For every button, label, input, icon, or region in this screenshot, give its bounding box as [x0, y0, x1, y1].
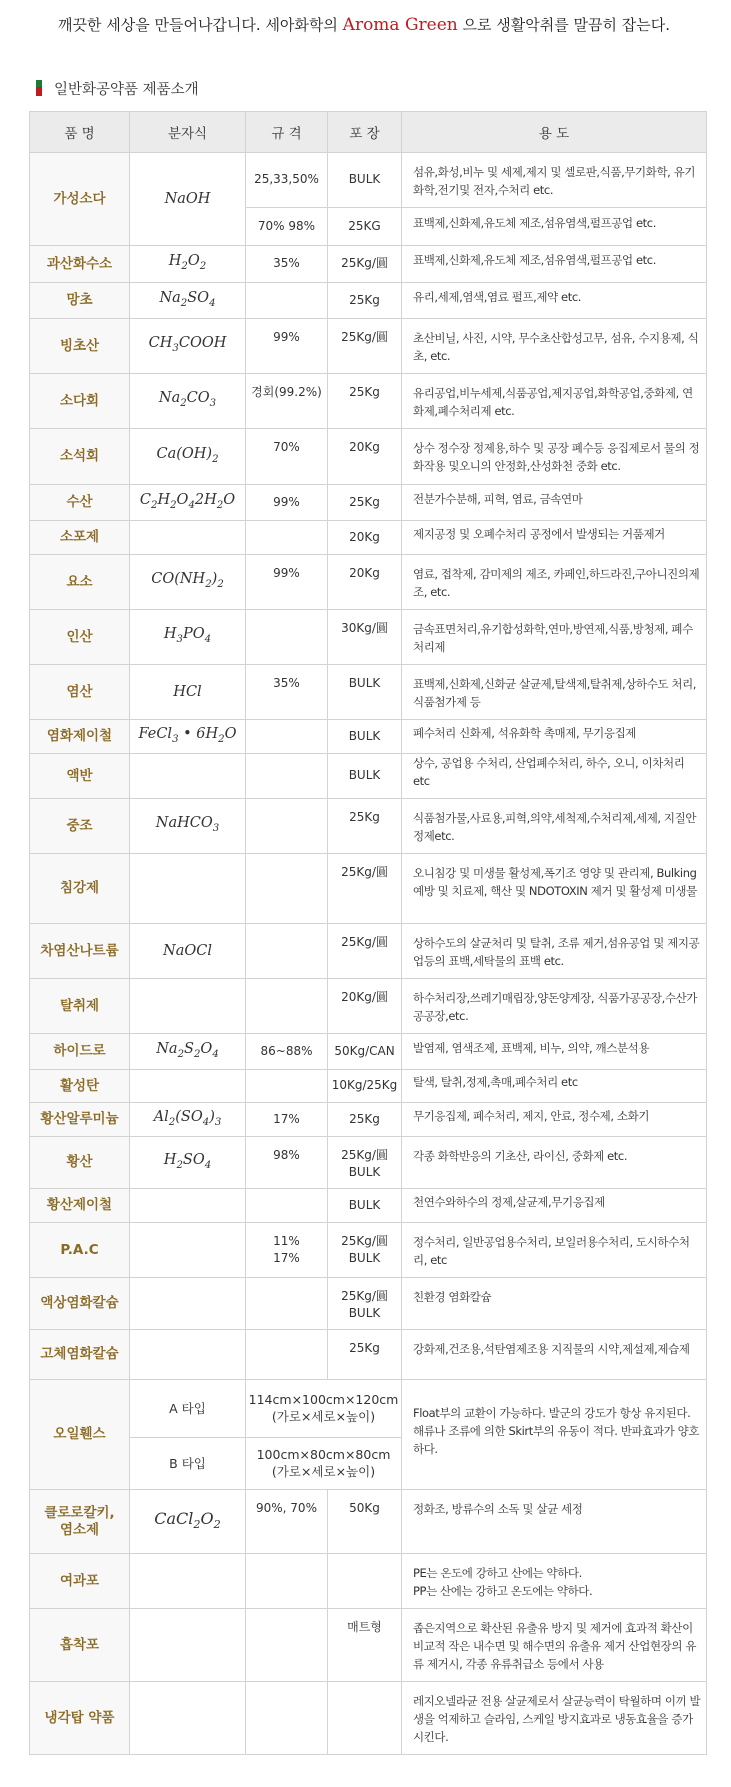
table-row	[30, 854, 707, 924]
spec: 99%	[246, 555, 328, 610]
pack: 25Kg	[328, 283, 402, 319]
pack	[328, 1223, 402, 1278]
spec: 35%	[246, 246, 328, 283]
spec: 98%	[246, 1137, 328, 1189]
spec-empty	[246, 924, 328, 979]
use: 상수, 공업용 수처리, 산업폐수처리, 하수, 오니, 이차처리 etc	[402, 754, 707, 799]
table-row	[30, 1103, 707, 1137]
pack: BULK	[328, 153, 402, 208]
spec: 99%	[246, 319, 328, 374]
product-name: 망초	[30, 283, 130, 319]
product-name: 가성소다	[30, 153, 130, 246]
pack	[328, 1137, 402, 1189]
spec: 경회(99.2%)	[246, 374, 328, 429]
flag-icon	[36, 80, 42, 96]
table-header-row	[30, 112, 707, 153]
product-name: 오일휀스	[30, 1380, 130, 1490]
table-row	[30, 1278, 707, 1330]
product-name: 인산	[30, 610, 130, 665]
pack: 25Kg	[328, 485, 402, 521]
header-formula: 분자식	[130, 112, 246, 153]
header-pack: 포 장	[328, 112, 402, 153]
product-name-line: 염소제	[59, 1521, 100, 1538]
spec-empty	[246, 1554, 328, 1609]
spec-empty	[246, 979, 328, 1034]
table-row	[30, 153, 707, 208]
pack: 10Kg/25Kg	[328, 1070, 402, 1103]
spec-empty	[246, 799, 328, 854]
pack-line: BULK	[348, 1306, 381, 1320]
formula: $CH_3COOH$	[130, 319, 246, 374]
pack: BULK	[328, 665, 402, 720]
use: 정수처리, 일반공업용수처리, 보일러용수처리, 도시하수처리, etc	[402, 1223, 707, 1278]
product-name: 활성탄	[30, 1070, 130, 1103]
pack	[328, 1278, 402, 1330]
pack-line: 25Kg/圓	[341, 1234, 388, 1248]
pack: 20Kg	[328, 521, 402, 555]
formula: $H_2SO_4$	[130, 1137, 246, 1189]
use: 금속표면처리,유기합성화학,연마,방연제,식품,방청제, 폐수처리제	[402, 610, 707, 665]
product-name: 냉각탑 약품	[30, 1682, 130, 1755]
pack: 25Kg/圓	[328, 246, 402, 283]
spec-empty	[246, 754, 328, 799]
pack: 25Kg	[328, 374, 402, 429]
table-row	[30, 521, 707, 555]
product-name: 탈취제	[30, 979, 130, 1034]
pack-line: 25Kg/圓	[341, 1148, 388, 1162]
spec: 25,33,50%	[246, 153, 328, 208]
use: 오니침강 및 미생물 활성제,폭기조 영양 및 관리제, Bulking 예방 및 치료제, 핵산 및 NDOTOXIN 제거 및 활성제 미생물	[402, 854, 707, 924]
product-name: 소다회	[30, 374, 130, 429]
formula: $Ca(OH)_2$	[130, 429, 246, 485]
formula: NaOCl	[130, 924, 246, 979]
spec: 70%	[246, 429, 328, 485]
header-name: 품 명	[30, 112, 130, 153]
formula-empty	[130, 1223, 246, 1278]
size-dim: (가로×세로×높이)	[271, 1409, 376, 1424]
type-label: A 타입	[130, 1380, 246, 1438]
table-row	[30, 1137, 707, 1189]
product-name: 과산화수소	[30, 246, 130, 283]
tagline	[58, 14, 670, 35]
product-name: 수산	[30, 485, 130, 521]
product-name: 침강제	[30, 854, 130, 924]
use: 유리공업,비누세제,식품공업,제지공업,화학공업,중화제, 연화제,폐수처리제 etc.	[402, 374, 707, 429]
pack: 25Kg/圓	[328, 854, 402, 924]
product-name: 빙초산	[30, 319, 130, 374]
formula: $CO(NH_2)_2$	[130, 555, 246, 610]
brand-name: Aroma Green	[342, 15, 458, 35]
product-name: 황산제이철	[30, 1189, 130, 1223]
product-name-line: 클로로칼키,	[44, 1504, 115, 1521]
formula: $H_3PO_4$	[130, 610, 246, 665]
table-row	[30, 1189, 707, 1223]
use: 레지오넬라균 전용 살균제로서 살균능력이 탁월하며 이끼 발생을 억제하고 슬라임, 스케일 방지효과로 냉동효율을 증가시킨다.	[402, 1682, 707, 1755]
product-name: 여과포	[30, 1554, 130, 1609]
spec: 86~88%	[246, 1034, 328, 1070]
table-row	[30, 799, 707, 854]
use: 좁은지역으로 확산된 유출유 방지 및 제거에 효과적 확산이 비교적 작은 내수면 및 해수면의 유출유 제거 산업현장의 유류 제거시, 각종 유류취급소 등에서 사용	[402, 1609, 707, 1682]
section-title-text: 일반화공약품 제품소개	[54, 81, 199, 98]
use: 상하수도의 살균처리 및 탈취, 조류 제거,섬유공업 및 제지공업등의 표백,세탁물의 표백 etc.	[402, 924, 707, 979]
table-row	[30, 1490, 707, 1554]
spec-empty	[246, 521, 328, 555]
use: 표백제,신화제,유도체 제조,섬유염색,펄프공업 etc.	[402, 208, 707, 246]
spec: 90%, 70%	[246, 1490, 328, 1554]
table-row	[30, 1609, 707, 1682]
pack: 매트형	[328, 1609, 402, 1682]
spec-empty	[246, 1682, 328, 1755]
product-name: 흡착포	[30, 1609, 130, 1682]
use: 탈색, 탈취,정제,촉매,폐수처리 etc	[402, 1070, 707, 1103]
use: 초산비닐, 사진, 시약, 무수초산합성고무, 섬유, 수지용제, 식초, etc.	[402, 319, 707, 374]
table-row	[30, 246, 707, 283]
pack: 25Kg	[328, 799, 402, 854]
table-row	[30, 555, 707, 610]
spec: 35%	[246, 665, 328, 720]
section-title	[36, 78, 199, 98]
formula: $CaCl_2O_2$	[130, 1490, 246, 1554]
table-row	[30, 1034, 707, 1070]
use: 식품첨가물,사료용,피혁,의약,세척제,수처리제,세제, 지질안정제etc.	[402, 799, 707, 854]
table-row	[30, 374, 707, 429]
table-row	[30, 1380, 707, 1438]
spec-empty	[246, 1070, 328, 1103]
use: 무기응집제, 폐수처리, 제지, 안료, 정수제, 소화기	[402, 1103, 707, 1137]
pack: 20Kg/圓	[328, 979, 402, 1034]
size	[246, 1380, 402, 1438]
type-label: B 타입	[130, 1438, 246, 1490]
pack-line: BULK	[348, 1165, 381, 1179]
spec-line: 17%	[273, 1251, 300, 1265]
formula-empty	[130, 979, 246, 1034]
spec	[246, 283, 328, 319]
tagline-pre: 깨끗한 세상을 만들어나갑니다. 세아화학의	[58, 16, 343, 34]
table-row	[30, 1223, 707, 1278]
pack-empty	[328, 1554, 402, 1609]
spec-empty	[246, 1189, 328, 1223]
formula-empty	[130, 1070, 246, 1103]
use: 하수처리장,쓰레기매립장,양돈양계장, 식품가공공장,수산가공공장,etc.	[402, 979, 707, 1034]
spec-empty	[246, 610, 328, 665]
formula-empty	[130, 854, 246, 924]
formula-empty	[130, 1330, 246, 1380]
pack: 25Kg	[328, 1330, 402, 1380]
pack: 50Kg	[328, 1490, 402, 1554]
product-name: 요소	[30, 555, 130, 610]
table-row	[30, 485, 707, 521]
use	[402, 1554, 707, 1609]
table-row	[30, 1330, 707, 1380]
pack: 20Kg	[328, 555, 402, 610]
spec: 70% 98%	[246, 208, 328, 246]
formula: $H_2O_2$	[130, 246, 246, 283]
use: 정화조, 방류수의 소독 및 살균 세정	[402, 1490, 707, 1554]
spec-line: 11%	[273, 1234, 300, 1248]
use: 폐수처리 신화제, 석유화학 촉매제, 무기응집제	[402, 720, 707, 754]
table-row	[30, 319, 707, 374]
size	[246, 1438, 402, 1490]
formula-empty	[130, 1609, 246, 1682]
formula: NaOH	[130, 153, 246, 246]
product-table	[29, 111, 707, 1755]
product-name: 염화제이철	[30, 720, 130, 754]
product-name: 중조	[30, 799, 130, 854]
spec: 99%	[246, 485, 328, 521]
formula-empty	[130, 1554, 246, 1609]
pack: 20Kg	[328, 429, 402, 485]
use: 천연수와하수의 정제,살균제,무기응집제	[402, 1189, 707, 1223]
table-row	[30, 1070, 707, 1103]
formula: FeCl$_3$ • $6H_2O$	[130, 720, 246, 754]
pack: 25KG	[328, 208, 402, 246]
table-row	[30, 924, 707, 979]
use: 염료, 접착제, 감미제의 제조, 카페인,하드라진,구아니진의제조, etc.	[402, 555, 707, 610]
spec-empty	[246, 1330, 328, 1380]
product-name: 황산	[30, 1137, 130, 1189]
table-row	[30, 283, 707, 319]
spec-empty	[246, 1609, 328, 1682]
product-name: 하이드로	[30, 1034, 130, 1070]
use: 상수 정수장 정제용,하수 및 공장 폐수등 응집제로서 물의 정화작용 및오니의 안정화,산성화천 중화 etc.	[402, 429, 707, 485]
formula: NaHCO$_3$	[130, 799, 246, 854]
formula: $Na_2S_2O_4$	[130, 1034, 246, 1070]
product-name: 황산알루미늄	[30, 1103, 130, 1137]
product-name: 액상염화칼슘	[30, 1278, 130, 1330]
pack: 25Kg	[328, 1103, 402, 1137]
use: Float부의 교환이 가능하다. 발군의 강도가 항상 유지된다. 해류나 조류에 의한 Skirt부의 유동이 적다. 반파효과가 양호하다.	[402, 1380, 707, 1490]
product-name	[30, 1490, 130, 1554]
spec-empty	[246, 1278, 328, 1330]
spec-empty	[246, 720, 328, 754]
table-row	[30, 754, 707, 799]
formula: HCl	[130, 665, 246, 720]
pack: BULK	[328, 720, 402, 754]
formula-empty	[130, 1278, 246, 1330]
use: 전분가수분해, 피혁, 염료, 금속연마	[402, 485, 707, 521]
pack: 25Kg/圓	[328, 924, 402, 979]
pack-line: 25Kg/圓	[341, 1289, 388, 1303]
table-row	[30, 665, 707, 720]
use: 친환경 염화칼슘	[402, 1278, 707, 1330]
formula: $Na_2CO_3$	[130, 374, 246, 429]
table-row	[30, 610, 707, 665]
use: 섬유,화성,비누 및 세제,제지 및 셀로판,식품,무기화학, 유기화학,전기및 전자,수처리 etc.	[402, 153, 707, 208]
table-row	[30, 979, 707, 1034]
size-line: 100cm×80cm×80cm	[256, 1447, 391, 1462]
use-line: PP는 산에는 강하고 온도에는 약하다.	[413, 1584, 593, 1598]
product-name: 액반	[30, 754, 130, 799]
product-name: 소석회	[30, 429, 130, 485]
pack-line: BULK	[348, 1251, 381, 1265]
use-line: PE는 온도에 강하고 산에는 약하다.	[413, 1566, 582, 1580]
use: 제지공정 및 오폐수처리 공정에서 발생되는 거품제거	[402, 521, 707, 555]
formula: $C_2H_2O_42H_2O$	[130, 485, 246, 521]
size-line: 114cm×100cm×120cm	[248, 1392, 399, 1407]
pack: 50Kg/CAN	[328, 1034, 402, 1070]
pack: BULK	[328, 1189, 402, 1223]
use: 각종 화학반응의 기초산, 라이신, 중화제 etc.	[402, 1137, 707, 1189]
formula-empty	[130, 754, 246, 799]
header-spec: 규 격	[246, 112, 328, 153]
table-row	[30, 1554, 707, 1609]
pack-empty	[328, 1682, 402, 1755]
product-name: 염산	[30, 665, 130, 720]
use: 표백제,신화제,유도체 제조,섬유염색,펄프공업 etc.	[402, 246, 707, 283]
formula-empty	[130, 1189, 246, 1223]
spec: 17%	[246, 1103, 328, 1137]
spec-empty	[246, 854, 328, 924]
product-name: P.A.C	[30, 1223, 130, 1278]
product-name: 차염산나트륨	[30, 924, 130, 979]
pack: 25Kg/圓	[328, 319, 402, 374]
use: 발염제, 염색조제, 표백제, 비누, 의약, 깨스분석용	[402, 1034, 707, 1070]
pack: BULK	[328, 754, 402, 799]
table-row	[30, 429, 707, 485]
formula-empty	[130, 521, 246, 555]
formula: $Na_2SO_4$	[130, 283, 246, 319]
size-dim: (가로×세로×높이)	[271, 1464, 376, 1479]
tagline-post: 으로 생활악취를 말끔히 잡는다.	[457, 16, 670, 34]
formula: $Al_2(SO_4)_3$	[130, 1103, 246, 1137]
table-row	[30, 1682, 707, 1755]
use: 강화제,건조용,석탄염제조용 지직물의 시약,제설제,제습제	[402, 1330, 707, 1380]
table-row	[30, 720, 707, 754]
product-name: 소포제	[30, 521, 130, 555]
spec	[246, 1223, 328, 1278]
product-name: 고체염화칼슘	[30, 1330, 130, 1380]
formula-empty	[130, 1682, 246, 1755]
header-use: 용 도	[402, 112, 707, 153]
use: 표백제,신화제,신화균 살균제,탈색제,탈취제,상하수도 처리, 식품첨가제 등	[402, 665, 707, 720]
use: 유리,세제,염색,염료 펄프,제약 etc.	[402, 283, 707, 319]
pack: 30Kg/圓	[328, 610, 402, 665]
